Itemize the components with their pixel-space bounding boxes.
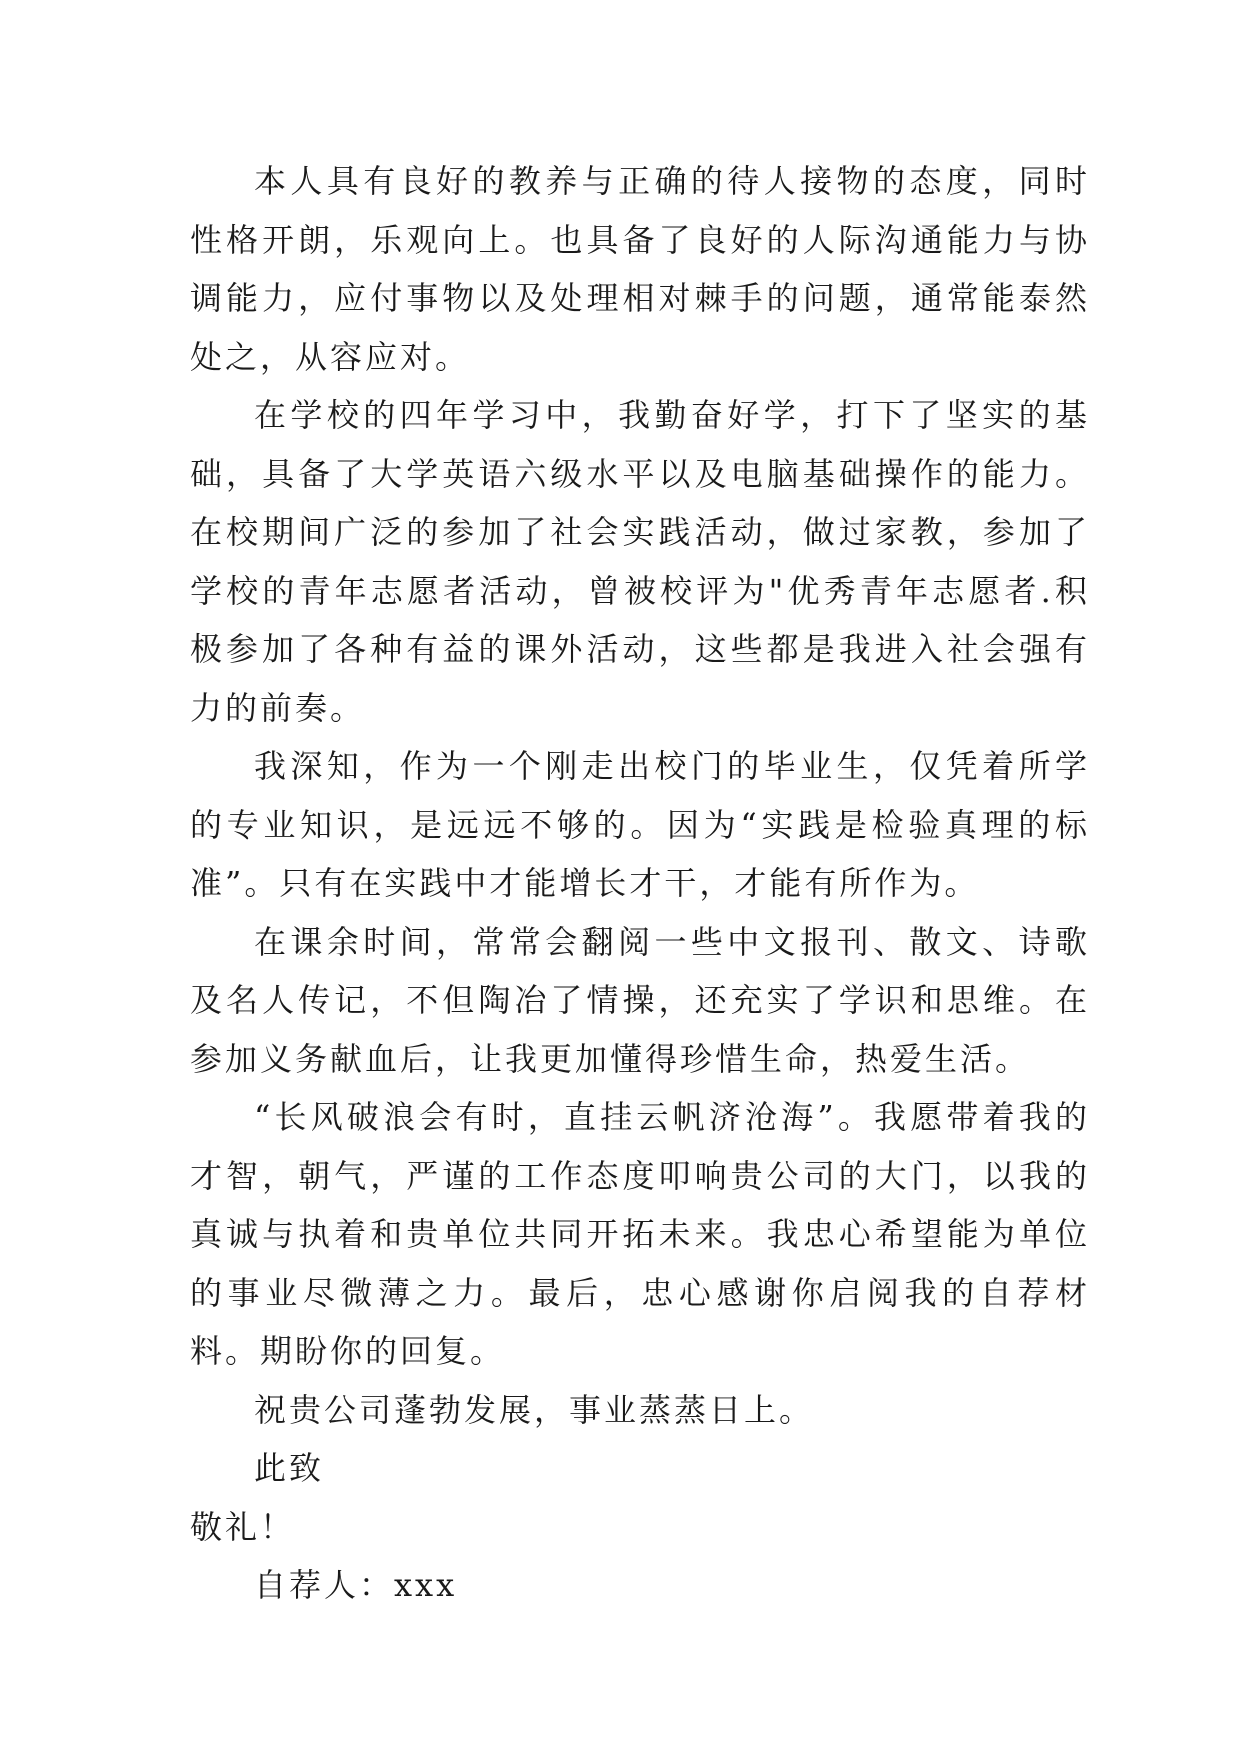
paragraph-study: 在学校的四年学习中，我勤奋好学，打下了坚实的基础，具备了大学英语六级水平以及电脑基础操作的能力。在校期间广泛的参加了社会实践活动，做过家教，参加了学校的青年志愿者活动，曾被校评为"优秀青年志愿者.积极参加了各种有益的课外活动，这些都是我进入社会强有力的前奏。: [190, 396, 1090, 727]
paragraph-personality: 本人具有良好的教养与正确的待人接物的态度，同时性格开朗，乐观向上。也具备了良好的人际沟通能力与协调能力，应付事物以及处理相对棘手的问题，通常能泰然处之，从容应对。: [190, 162, 1090, 376]
paragraph-aspiration: “长风破浪会有时，直挂云帆济沧海”。我愿带着我的才智，朝气，严谨的工作态度叩响贵公司的大门，以我的真诚与执着和贵单位共同开拓未来。我忠心希望能为单位的事业尽微薄之力。最后，忠心感谢你启阅我的自荐材料。期盼你的回复。: [190, 1098, 1090, 1370]
letter-body: [190, 152, 1090, 1615]
salute-text: 敬礼！: [190, 1507, 296, 1546]
signature-line: 自荐人：xxx: [254, 1566, 458, 1604]
paragraph-leisure: 在课余时间，常常会翻阅一些中文报刊、散文、诗歌及名人传记，不但陶冶了情操，还充实了学识和思维。在参加义务献血后，让我更加懂得珍惜生命，热爱生活。: [190, 922, 1090, 1078]
paragraph-practice: 我深知，作为一个刚走出校门的毕业生，仅凭着所学的专业知识，是远远不够的。因为“实践是检验真理的标准”。只有在实践中才能增长才干，才能有所作为。: [190, 747, 1090, 902]
paragraph-wishes: 祝贵公司蓬勃发展，事业蒸蒸日上。: [254, 1390, 815, 1429]
closing-text: 此致: [254, 1449, 325, 1487]
